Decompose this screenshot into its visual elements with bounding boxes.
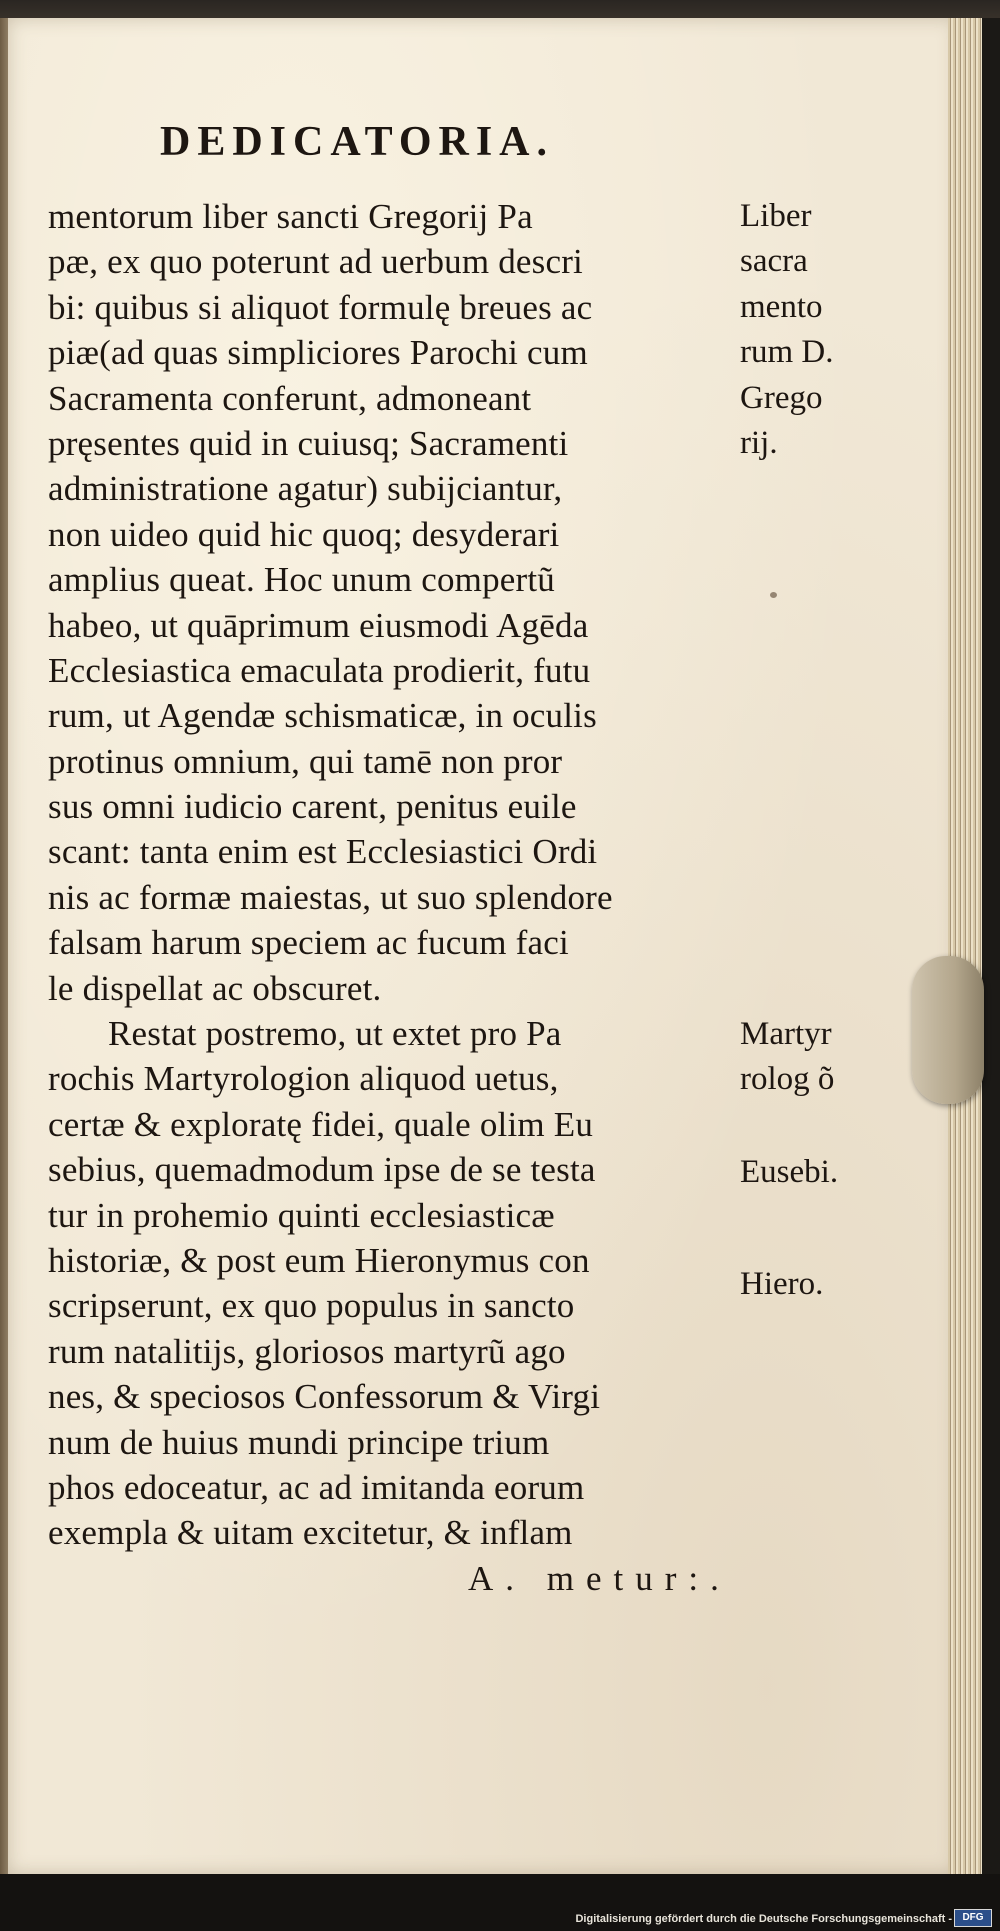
text-line: amplius queat. Hoc unum compertũ xyxy=(48,560,555,600)
text-line: falsam harum speciem ac fucum faci xyxy=(48,923,569,963)
margin-note-line: rij. xyxy=(740,425,778,462)
catchword-line xyxy=(48,1556,738,1601)
text-line: le dispellat ac obscuret. xyxy=(48,968,382,1008)
margin-note-martyrolog xyxy=(740,1012,870,1103)
margin-note-liber xyxy=(740,194,870,466)
text-line: bi: quibus si aliquot formulę breues ac xyxy=(48,287,593,327)
text-line: sus omni iudicio carent, penitus euile xyxy=(48,787,577,827)
margin-note-hiero xyxy=(740,1262,870,1307)
margin-note-line: Eusebi. xyxy=(740,1154,839,1190)
page-header: DEDICATORIA. xyxy=(160,119,554,165)
signature-mark: A. xyxy=(468,1558,527,1598)
text-line: scant: tanta enim est Ecclesiastici Ordi xyxy=(48,832,598,872)
text-line: pręsentes quid in cuiusq; Sacramenti xyxy=(48,423,569,463)
text-line: sebius, quemadmodum ipse de se testa xyxy=(48,1150,596,1190)
margin-note-line: Liber xyxy=(740,198,812,234)
dfg-logo: DFG xyxy=(954,1909,992,1927)
catchword: metur:. xyxy=(546,1558,731,1598)
text-line: rum, ut Agendæ schismaticæ, in oculis xyxy=(48,696,597,736)
margin-note-line: Martyr xyxy=(740,1016,832,1052)
margin-note-line: Grego xyxy=(740,379,823,416)
text-line: Ecclesiastica emaculata prodierit, futu xyxy=(48,650,591,690)
ink-speck xyxy=(770,592,777,598)
scan-right-edge xyxy=(982,18,1000,1874)
margin-note-line: rum D. xyxy=(740,334,834,371)
text-line: protinus omnium, qui tamē non pror xyxy=(48,741,563,781)
funding-credit: Digitalisierung gefördert durch die Deutsche Forschungsgemeinschaft - xyxy=(575,1913,952,1925)
text-line: rum natalitijs, gloriosos martyrũ ago xyxy=(48,1331,566,1371)
text-line: num de huius mundi principe trium xyxy=(48,1422,550,1462)
text-line: nis ac formæ maiestas, ut suo splendore xyxy=(48,877,613,917)
text-line: mentorum liber sancti Gregorij Pa xyxy=(48,197,533,236)
text-line: rochis Martyrologion aliquod uetus, xyxy=(48,1059,559,1099)
text-line: phos edoceatur, ac ad imitanda eorum xyxy=(48,1467,585,1507)
text-line: non uideo quid hic quoq; desyderari xyxy=(48,514,560,554)
margin-note-line: mento xyxy=(740,288,823,325)
text-line: habeo, ut quāprimum eiusmodi Agēda xyxy=(48,605,589,645)
margin-note-line: rolog õ xyxy=(740,1061,835,1098)
footer-bar xyxy=(0,1874,1000,1931)
text-line: certæ & exploratę fidei, quale olim Eu xyxy=(48,1104,594,1144)
margin-note-eusebi xyxy=(740,1150,870,1195)
page-tab-marker xyxy=(912,956,984,1104)
text-line: scripserunt, ex quo populus in sancto xyxy=(48,1286,575,1326)
text-line: pæ, ex quo poterunt ad uerbum descri xyxy=(48,242,583,282)
text-line: piæ(ad quas simpliciores Parochi cum xyxy=(48,333,588,373)
text-line: exempla & uitam excitetur, & inflam xyxy=(48,1513,573,1553)
text-line: tur in prohemio quinti ecclesiasticæ xyxy=(48,1195,555,1235)
text-line: historiæ, & post eum Hieronymus con xyxy=(48,1240,590,1280)
margin-note-line: Hiero. xyxy=(740,1266,824,1302)
body-text xyxy=(48,194,738,1601)
text-line: administratione agatur) subijciantur, xyxy=(48,469,563,509)
paragraph-start-line: Restat postremo, ut extet pro Pa xyxy=(108,1014,562,1054)
text-line: nes, & speciosos Confessorum & Virgi xyxy=(48,1377,601,1417)
margin-note-line: sacra xyxy=(740,243,808,280)
text-line: Sacramenta conferunt, admoneant xyxy=(48,378,532,418)
